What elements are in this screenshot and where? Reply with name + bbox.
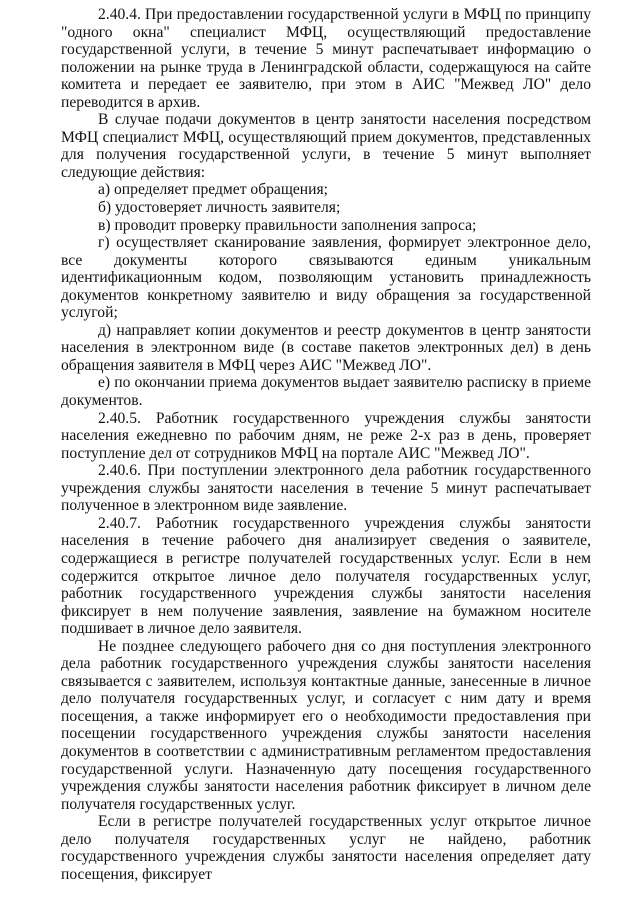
document-body — [61, 6, 591, 883]
paragraph-next-working-day: Не позднее следующего рабочего дня со дня поступления электронного дела работник государственного учреждения службы занятости населения связывается с заявителем, используя контактные данные, занесенные в личное дело получателя государственных услуг, и согласует с ним дату и время посещения, а также информирует его о необходимости предоставления при посещении государственного учреждения службы занятости населения документов в соответствии с административным регламентом предоставления государственной услуги. Назначенную дату посещения государственного учреждения службы занятости населения работник фиксирует в личном деле получателя государственных услуг. — [61, 637, 591, 813]
list-item-v: в) проводит проверку правильности заполнения запроса; — [98, 216, 477, 234]
list-item-b: б) удостоверяет личность заявителя; — [98, 199, 341, 217]
list-item-a: а) определяет предмет обращения; — [98, 181, 328, 199]
list-item-e: е) по окончании приема документов выдает заявителю расписку в приеме документов. — [61, 374, 591, 410]
list-item-d: д) направляет копии документов и реестр документов в центр занятости населения в электронном виде (в составе пакетов электронных дел) в день обращения заявителя в МФЦ через АИС "Межвед ЛО". — [61, 321, 591, 374]
list-item-g: г) осуществляет сканирование заявления, формирует электронное дело, все документы которого связываются единым уникальным идентификационным кодом, позволяющим установить принадлежность документов конкретному заявителю и виду обращения за государственной услугой; — [61, 234, 591, 322]
paragraph-2-40-4: 2.40.4. При предоставлении государственной услуги в МФЦ по принципу "одного окна" специалист МФЦ, осуществляющий предоставление государственной услуги, в течение 5 минут распечатывает информацию о положении на рынке труда в Ленинградской области, содержащуюся на сайте комитета и передает ее заявителю, при этом в АИС "Межвед ЛО" дело переводится в архив. — [61, 6, 591, 111]
paragraph-register-not-found: Если в регистре получателей государственных услуг открытое личное дело получателя государственных услуг не найдено, работник государственного учреждения службы занятости населения определяет дату посещения, фиксирует — [61, 813, 591, 883]
paragraph-2-40-6: 2.40.6. При поступлении электронного дела работник государственного учреждения службы занятости населения в течение 5 минут распечатывает полученное в электронном виде заявление. — [61, 462, 591, 515]
paragraph-mfc-submission: В случае подачи документов в центр занятости населения посредством МФЦ специалист МФЦ, осуществляющий прием документов, представленных для получения государственной услуги, в течение 5 минут выполняет следующие действия: — [61, 111, 591, 181]
paragraph-2-40-7: 2.40.7. Работник государственного учреждения службы занятости населения в течение рабочего дня анализирует сведения о заявителе, содержащиеся в регистре получателей государственных услуг. Если в нем содержится открытое личное дело получателя государственных услуг, работник государственного учреждения службы занятости населения фиксирует в нем получение заявления, заявление на бумажном носителе подшивает в личное дело заявителя. — [61, 514, 591, 638]
paragraph-2-40-5: 2.40.5. Работник государственного учреждения службы занятости населения ежедневно по рабочим дням, не реже 2-х раз в день, проверяет поступление дел от сотрудников МФЦ на портале АИС "Межвед ЛО". — [61, 409, 591, 462]
